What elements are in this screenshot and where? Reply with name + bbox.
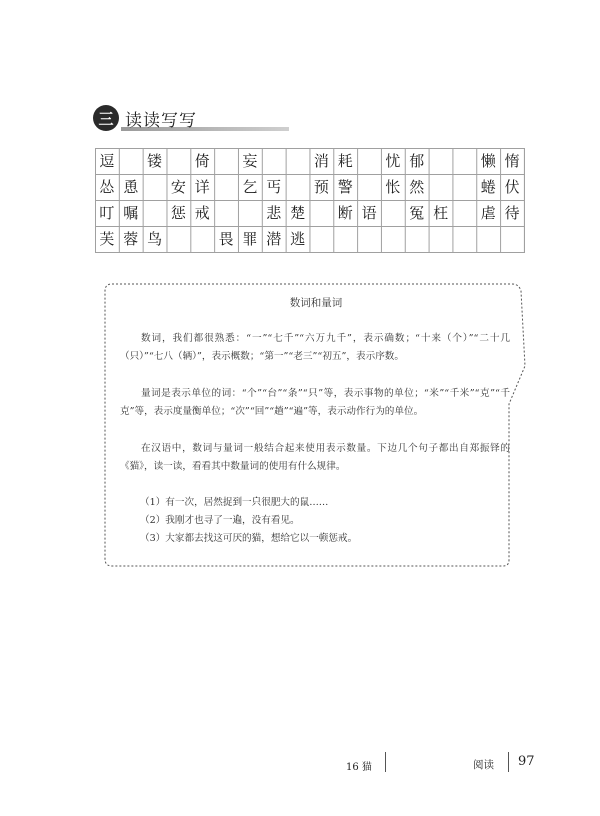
footer-divider — [385, 752, 386, 772]
paragraph-numerals: 数词，我们都很熟悉：“一”“七千”“六万九千”，表示确数；“十来（个）”“二十几（只）”“七八（辆）”，表示概数；“第一”“老三”“初五”，表示序数。 — [120, 333, 510, 362]
footer-section: 阅读 — [473, 759, 494, 771]
grid-cell: 蜷 — [480, 177, 496, 196]
grid-cell: 耗 — [337, 151, 353, 170]
grid-cell: 懒 — [480, 151, 496, 170]
grid-cell — [476, 226, 500, 252]
grid-cell: 消 — [313, 151, 329, 170]
grid-cell: 潜 — [266, 229, 282, 248]
knowledge-panel — [102, 282, 530, 568]
grid-cell — [405, 226, 429, 252]
grid-cell: 然 — [409, 177, 425, 196]
grid-cell — [262, 148, 286, 174]
grid-cell: 楚 — [290, 203, 306, 222]
grid-cell: 忧 — [385, 151, 401, 170]
grid-cell — [500, 226, 524, 252]
grid-cell: 罪 — [242, 229, 258, 248]
emphasis-mark: 遍 — [232, 515, 243, 526]
grid-cell: 待 — [504, 203, 520, 222]
grid-cell: 怅 — [385, 177, 401, 196]
grid-cell: 安 — [170, 177, 186, 196]
grid-cell: 蓉 — [123, 229, 139, 248]
grid-cell — [453, 148, 477, 174]
section-number-badge: 三 — [93, 105, 119, 131]
vocabulary-grid-cells — [95, 148, 525, 253]
grid-cell: 逃 — [290, 229, 306, 248]
example-sentence-2: （2）我刚才也寻了一遍，没有看见。 — [140, 515, 300, 526]
grid-cell — [310, 200, 334, 226]
grid-cell: 详 — [194, 177, 210, 196]
grid-cell: 戒 — [194, 203, 210, 222]
grid-cell: 怂 — [99, 177, 115, 196]
grid-cell — [453, 200, 477, 226]
grid-cell: 冤 — [409, 203, 425, 222]
grid-cell — [214, 174, 238, 200]
section-title: 读读写写 — [125, 111, 197, 131]
paragraph-combination: 在汉语中，数词与量词一般结合起来使用表示数量。下边几个句子都出自郑振铎的《猫》，读一读，看看其中数量词的使用有什么规律。 — [120, 443, 510, 472]
example-sentence-3: （3）大家都去找这可厌的猫，想给它以一顿惩戒。 — [140, 533, 358, 544]
paragraph-measure-words: 量词是表示单位的词：“个”“台”“条”“只”等，表示事物的单位；“米”“千米”“克”“千克”等，表示度量衡单位；“次”“回”“趟”“遍”等，表示动作行为的单位。 — [120, 388, 510, 417]
grid-cell: 镂 — [147, 151, 163, 170]
grid-cell — [357, 148, 381, 174]
emphasis-mark: 只 — [251, 497, 262, 508]
grid-cell — [333, 226, 357, 252]
grid-cell: 预 — [313, 177, 329, 196]
grid-cell: 郁 — [409, 151, 425, 170]
grid-cell — [214, 200, 238, 226]
grid-cell: 虐 — [480, 203, 496, 222]
emphasis-mark: 顿 — [318, 533, 329, 544]
grid-cell: 芙 — [99, 229, 115, 248]
grid-cell: 丐 — [266, 177, 282, 196]
grid-cell: 嘱 — [123, 203, 139, 222]
grid-cell — [310, 226, 334, 252]
grid-cell: 惩 — [170, 203, 186, 222]
grid-cell: 惰 — [504, 151, 520, 170]
grid-cell: 伏 — [504, 177, 520, 196]
panel-title: 数词和量词 — [289, 297, 343, 309]
grid-cell — [453, 226, 477, 252]
grid-cell: 鸟 — [147, 229, 163, 248]
grid-cell — [167, 148, 191, 174]
grid-cell — [143, 200, 167, 226]
grid-cell — [429, 174, 453, 200]
grid-cell — [357, 226, 381, 252]
grid-cell: 倚 — [194, 151, 210, 170]
grid-cell: 叮 — [99, 203, 115, 222]
grid-cell — [190, 226, 214, 252]
grid-cell — [119, 148, 143, 174]
grid-cell: 逗 — [99, 151, 115, 170]
grid-cell — [429, 148, 453, 174]
grid-cell: 枉 — [433, 203, 449, 222]
grid-cell — [357, 174, 381, 200]
grid-cell — [286, 174, 310, 200]
grid-cell — [381, 200, 405, 226]
grid-cell: 乞 — [242, 177, 258, 196]
grid-cell — [381, 226, 405, 252]
grid-cell — [214, 148, 238, 174]
grid-cell: 断 — [337, 203, 353, 222]
grid-cell: 妄 — [242, 151, 258, 170]
example-sentence-1: （1）有一次，居然捉到一只很肥大的鼠…… — [140, 497, 329, 508]
grid-cell — [286, 148, 310, 174]
vocabulary-grid — [95, 148, 525, 253]
grid-cell: 语 — [361, 203, 377, 222]
page-number: 97 — [518, 754, 535, 769]
footer-chapter: 16 猫 — [346, 762, 372, 773]
grid-cell: 悲 — [266, 203, 282, 222]
footer-divider — [508, 752, 509, 772]
grid-cell: 警 — [337, 177, 353, 196]
grid-cell — [143, 174, 167, 200]
grid-cell — [453, 174, 477, 200]
grid-cell: 恿 — [123, 177, 139, 196]
grid-cell — [167, 226, 191, 252]
grid-cell — [429, 226, 453, 252]
grid-cell — [238, 200, 262, 226]
grid-cell: 畏 — [218, 229, 234, 248]
